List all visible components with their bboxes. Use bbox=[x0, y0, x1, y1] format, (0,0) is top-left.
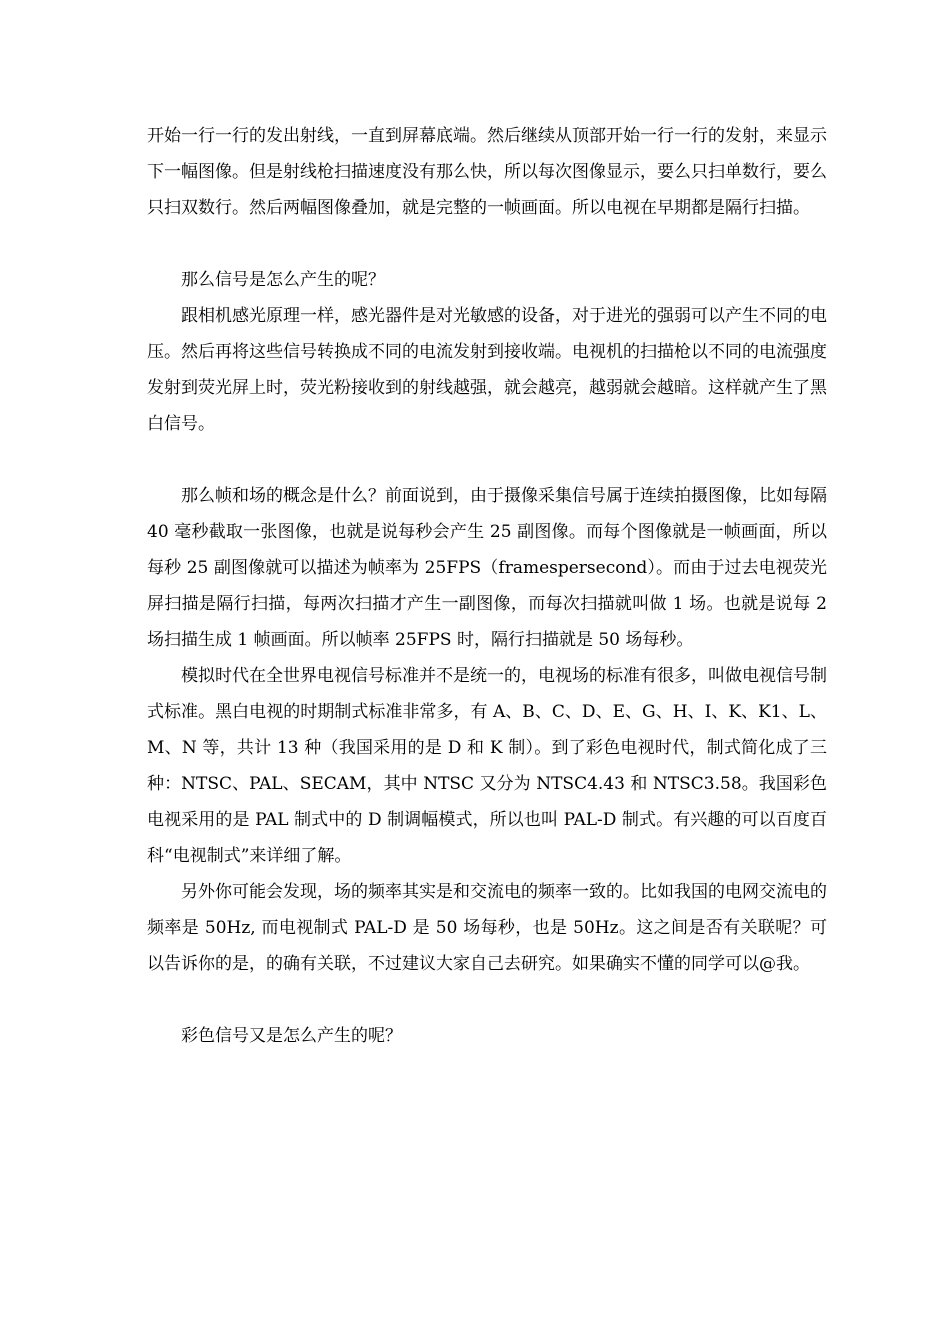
document-body bbox=[147, 118, 827, 1054]
paragraph-gap bbox=[147, 226, 827, 262]
paragraph-interlaced-scanning: 开始一行一行的发出射线，一直到屏幕底端。然后继续从顶部开始一行一行的发射，来显示下一幅图像。但是射线枪扫描速度没有那么快，所以每次图像显示，要么只扫单数行，要么只扫双数行。然后两幅图像叠加，就是完整的一帧画面。所以电视在早期都是隔行扫描。 bbox=[147, 126, 827, 218]
paragraph-gap bbox=[147, 442, 827, 478]
paragraph-tv-standards: 模拟时代在全世界电视信号标准并不是统一的，电视场的标准有很多，叫做电视信号制式标准。黑白电视的时期制式标准非常多，有 A、B、C、D、E、G、H、I、K、K1、L、M、N 等，共计 13 种（我国采用的是 D 和 K 制）。到了彩色电视时代，制式简化成了三种：NTSC、PAL、SECAM，其中 NTSC 又分为 NTSC4.43 和 NTSC3.58。我国彩色电视采用的是 PAL 制式中的 D 制调幅模式，所以也叫 PAL-D 制式。有兴趣的可以百度百科“电视制式”来详细了解。 bbox=[147, 666, 827, 866]
heading-color-signal: 彩色信号又是怎么产生的呢？ bbox=[181, 1026, 402, 1046]
heading-signal-origin: 那么信号是怎么产生的呢？ bbox=[181, 270, 385, 290]
paragraph-ac-frequency: 另外你可能会发现，场的频率其实是和交流电的频率一致的。比如我国的电网交流电的频率是 50Hz, 而电视制式 PAL-D 是 50 场每秒，也是 50Hz。这之间是否有关联呢？可以告诉你的是，的确有关联，不过建议大家自己去研究。如果确实不懂的同学可以@我。 bbox=[147, 882, 827, 974]
paragraph-frame-and-field: 那么帧和场的概念是什么？前面说到，由于摄像采集信号属于连续拍摄图像，比如每隔 40 毫秒截取一张图像，也就是说每秒会产生 25 副图像。而每个图像就是一帧画面，所以每秒 25 副图像就可以描述为帧率为 25FPS（framespersecond）。而由于过去电视荧光屏扫描是隔行扫描，每两次扫描才产生一副图像，而每次扫描就叫做 1 场。也就是说每 2 场扫描生成 1 帧画面。所以帧率 25FPS 时，隔行扫描就是 50 场每秒。 bbox=[147, 486, 827, 650]
paragraph-gap bbox=[147, 982, 827, 1018]
paragraph-black-white-signal: 跟相机感光原理一样，感光器件是对光敏感的设备，对于进光的强弱可以产生不同的电压。然后再将这些信号转换成不同的电流发射到接收端。电视机的扫描枪以不同的电流强度发射到荧光屏上时，荧光粉接收到的射线越强，就会越亮，越弱就会越暗。这样就产生了黑白信号。 bbox=[147, 306, 827, 434]
